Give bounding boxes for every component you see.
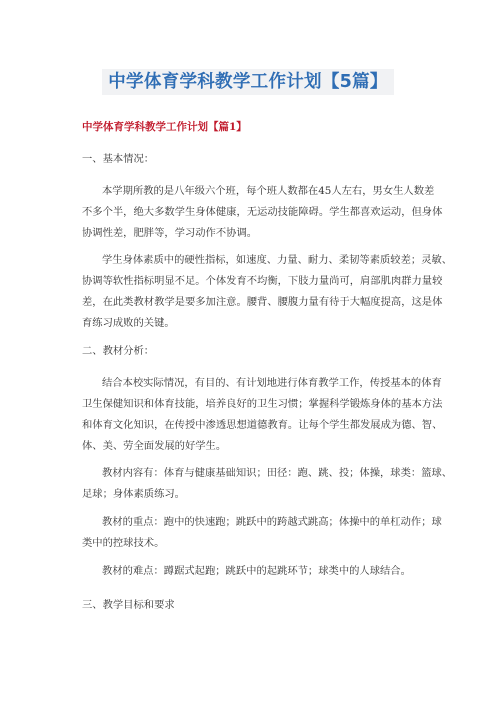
paragraph-line: 体、美、劳全面发展的好学生。	[82, 440, 227, 452]
paragraph-line: 足球；身体素质练习。	[82, 488, 185, 500]
paragraph-line: 本学期所教的是八年级六个班，每个班人数都在45人左右，男女生人数差	[102, 185, 435, 197]
paragraph-line: 育练习成败的关键。	[82, 317, 175, 329]
title-container	[0, 69, 496, 95]
paragraph-line: 协调等软性指标明显不足。个体发育不均衡，下肢力量尚可，肩部肌肉群力量较	[82, 275, 443, 287]
paragraph-line: 教材的重点：跑中的快速跑；跳跃中的跨越式跳高；体操中的单杠动作；球	[102, 516, 442, 528]
paragraph-line: 学生身体素质中的硬性指标，如速度、力量、耐力、柔韧等素质较差；灵敏、	[102, 254, 453, 266]
paragraph-line: 教材的难点：蹲踞式起跑；跳跃中的起跳环节；球类中的人球结合。	[102, 565, 411, 577]
paragraph-line: 类中的控球技术。	[82, 537, 165, 549]
paragraph-line: 差，在此类教材教学是要多加注意。腰背、腰腹力量有待于大幅度提高，这是体	[82, 296, 443, 308]
paragraph-line: 协调性差，肥胖等，学习动作不协调。	[82, 227, 258, 239]
heading-basic-situation: 一、基本情况：	[82, 153, 155, 165]
heading-material-analysis: 二、教材分析：	[82, 345, 155, 357]
paragraph-line: 不多个半，绝大多数学生身体健康，无运动技能障碍。学生都喜欢运动，但身体	[82, 206, 443, 218]
paragraph-line: 卫生保健知识和体育技能，培养良好的卫生习惯；掌握科学锻炼身体的基本方法	[82, 398, 443, 410]
section-subtitle: 中学体育学科教学工作计划【篇1】	[82, 121, 247, 133]
document-title: 中学体育学科教学工作计划【5篇】	[102, 69, 393, 95]
paragraph-line: 教材内容有：体育与健康基础知识；田径：跑、跳、投；体操，球类：篮球、	[102, 467, 453, 479]
paragraph-line: 和体育文化知识，在传授中渗透思想道德教育。让每个学生都发展成为德、智、	[82, 419, 443, 431]
paragraph-line: 结合本校实际情况，有目的、有计划地进行体育教学工作，传授基本的体育	[102, 377, 442, 389]
heading-teaching-goals: 三、教学目标和要求	[82, 599, 175, 611]
